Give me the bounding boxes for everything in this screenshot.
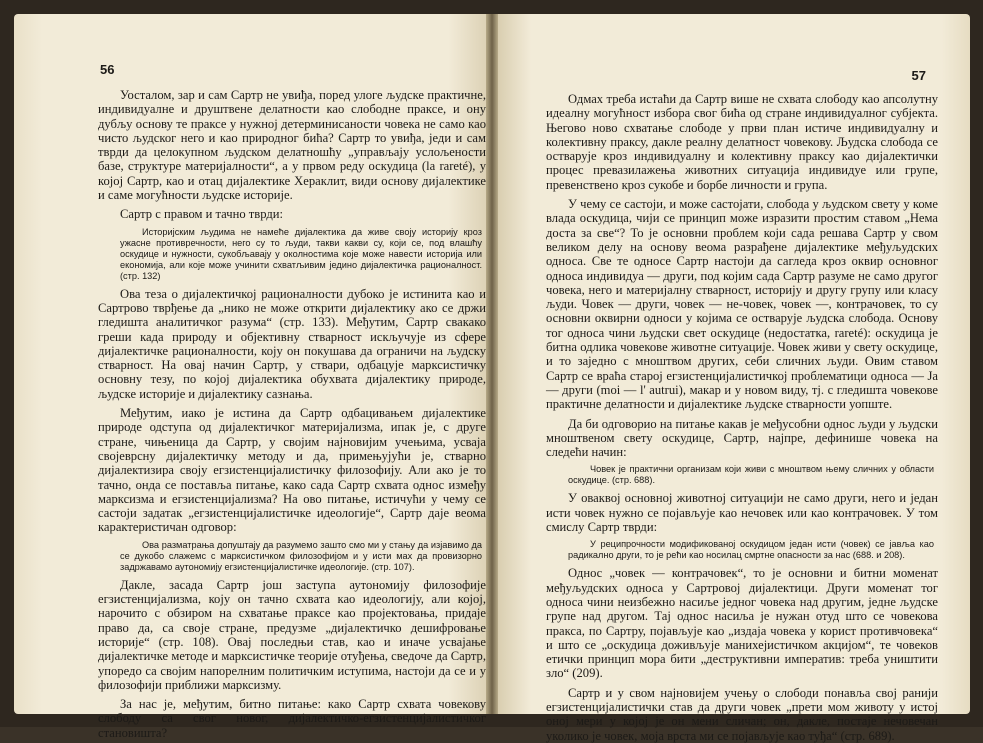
- paragraph: Ова теза о дијалектичкој рационалности дубоко је истинита као и Сартрово тврђење да „нико не може открити дијалектику ако се држи гледишта аналитичког разума“ (стр. 133). Међутим, Сартр свакако греши када природу и објективну стварност искључује из сфере дијалектичке рационалности, коју он покушава да ограничи на људску стварност. На овај начин Сартр, у ствари, одбацује марксистичку основну тезу, по којој дијалектика обухвата дијалектику природе, људске историје и дијалектику сазнања.: [98, 286, 486, 401]
- block-quote: Историјским људима не намеће дијалектика да живе своју историју кроз ужасне противречности, него су то људи, такви какви су, који се, под влашћу оскудице и нужности, сукобљавају у околностима које може навести историја или економија, али које може учинити схватљивим једино дијалектичка рационалност. (стр. 132): [120, 226, 482, 281]
- paragraph: У чему се састоји, и може састојати, слобода у људском свету у коме влада оскудица, чији се принцип може изразити простим ставом „Нема доста за све“? То је основни проблем који сада решава Сартр у свом великом делу на основу веома разрађене дијалектике међуљудских односа. Све те односе Сартр настоји да сагледа кроз оквир основног односа индивидуа — други, под којим сада Сартр разуме не само другог човека, него и материјалну стварност, историју и другу групу или класу људи. Човек — други, човек — не-човек, човек —, контрачовек, то су основни оквирни односи у којима се остварује људска слобода. Основу тог односа чини људски свет оскудице (недостатка, rareté): оскудица је битна одлика човековe животне ситуације. Човек живи у свету оскудице, и то заједно с мноштвом других, себи сличних људи. Овим ставом Сартр се враћа старој егзистенцијалистичкој проблематици односа — Ја — други (moi — l' autrui), макар и у новом виду, тј. с гледишта човекове практичне делатности и дијалектике људске стварности уопште.: [546, 197, 938, 412]
- paragraph: Дакле, засада Сартр још заступа аутономију филозофије егзистенцијализма, коју он тачно схвата као идеологију, али којој, нарочито с обзиром на схватање праксе као пројектовања, придаје право да, са своје стране, предузме „дијалектичко дешифровање историје“ (стр. 108). Овај последњи став, као и иначе усвајање дијалектичке методе и марксистичке теорије отуђења, сведоче да Сартр, упоредо са својим напорелним политичким иступима, настоји да се и у филозофији приближи марксизму.: [98, 577, 486, 692]
- left-page: [14, 14, 486, 740]
- right-page: [498, 14, 970, 743]
- paragraph: Однос „човек — контрачовек“, то је основни и битни моменат међуљудских односа у Сартровој дијалектици. Други моменат тог односа чини неизбежно насиље једног човека над другим, једне људске групе над другом. Тај однос насиља је нужан отуд што се човекова пракса, по Сартру, појављује као „издаја човека у корист противчовека“ и што се „оскудица доживљује манихејистичком акцијом“, те човеков етички принцип мора бити „деструктивни императив: треба уништити зло“ (209).: [546, 566, 938, 681]
- book-gutter: [486, 14, 498, 714]
- right-page-number: 57: [911, 68, 926, 83]
- paragraph: Међутим, иако је истина да Сартр одбацивањем дијалектике природе одступа од дијалектичког материјализма, ипак је, с друге стране, чињеница да Сартр, у својим најновијим учењима, усваја својеврсну дијалектичку методу и да, примењујући је, стварно дијалектизира своју егзистенцијалистичку филозофију. Али ако је то тачно, онда се поставља питање, како сада Сартр схвата однос између марксизма и егзистенцијализма? На ово питање, истичући у чему се састоји задатак „егзистенцијалистичке идеологије“, Сартр даје веома карактеристичан одговор:: [98, 406, 486, 535]
- right-page-text: [546, 92, 938, 743]
- paragraph: Сартр с правом и тачно тврди:: [120, 207, 283, 222]
- paragraph: За нас је, међутим, битно питање: како Сартр схвата човекову слободу са свог новог, дијалектичко-егзистенцијалистичког становишта?: [98, 697, 486, 740]
- left-page-text: [98, 88, 486, 740]
- paragraph: У оваквој основној животној ситуацији не само други, него и један исти човек нужно се појављује као нечовек или као контрачовек. У том смислу Сартр тврди:: [546, 491, 938, 535]
- block-quote: Човек је практични организам који живи с мноштвом њему сличних у области оскудице. (стр. 688).: [568, 464, 934, 486]
- paragraph: Сартр и у свом најновијем учењу о слободи понавља свој ранији егзистенцијалистички став да други човек „прети мом животу у истој оној мери у којој је он мени сличан; он, дакле, постаје нечовечан уколико је човек, моја врста ми се појављује као туђа“ (стр. 689).: [546, 685, 938, 743]
- paragraph: Одмах треба истаћи да Сартр више не схвата слободу као апсолутну идеалну могућност избора свог бића од стране индивидуалног субјекта. Његово ново схватање слободе у први план истиче индивидуалну и колективну праксу, дакле реалну делатност човекову. Људска слобода се остварује кроз индивидуалну и колективну праксу као дијалектички процес превазилажења животних ситуација индивидуе или групе, превенствено кроз сукобе и борбе личности и група.: [546, 92, 938, 192]
- left-page-number: 56: [100, 62, 115, 77]
- paragraph: Уосталом, зар и сам Сартр не увиђа, поред улоге људске практичне, индивидуалне и друштвене делатности као слободне праксе, и ону дубљу основу те праксе у нужној детерминисаности човека не само као чисто људског него и као природног бића? Сартр то увиђа, једи и сам тврди да целокупном људском делатношћу „управљају услољености базе, структуре материјалности“, а у првом реду оскудица (la rareté), у којој Сартр, као и отац дијалектике Хераклит, види основу дијалектике и саме могућности људске историје.: [98, 88, 486, 203]
- paragraph: Да би одговорио на питање какав је међусобни однос људи у људски мноштвеном свету оскудице, Сартр, најпре, дефинише човека на следећи начин:: [546, 416, 938, 460]
- block-quote: Ова разматрања допуштају да разумемо зашто смо ми у стању да изјавимо да се дукобо слажемс с марксистичком филозофијом и у исти мах да провизорно задржавамо аутономију егзистенцијалистичке идеологије. (стр. 107).: [120, 539, 482, 572]
- block-quote: У реципрочности модификованој оскудицом један исти (човек) се јавља као радикално други, то је рећи као носилац смртне опасности за нас (688. и 208).: [568, 539, 934, 561]
